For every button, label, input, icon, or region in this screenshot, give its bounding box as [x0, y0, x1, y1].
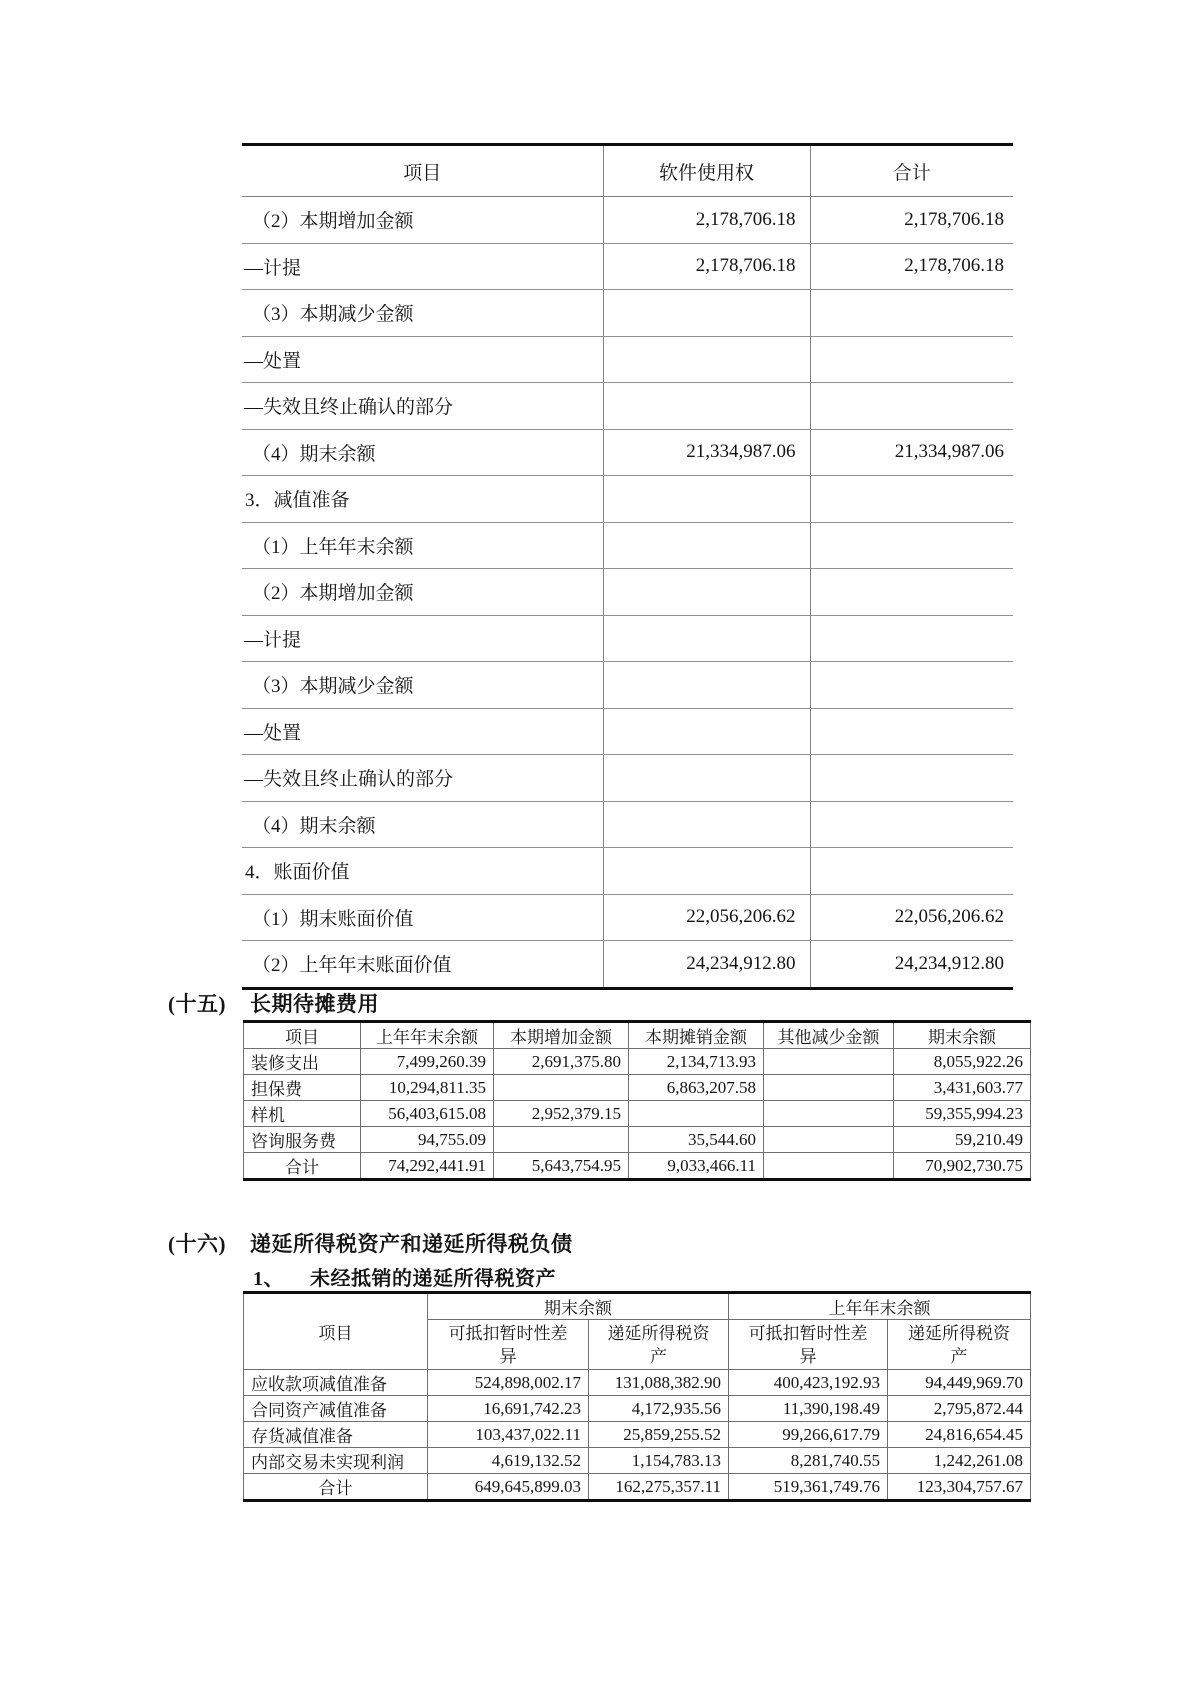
cell-value: 131,088,382.90 [589, 1370, 729, 1396]
cell-value: 24,816,654.45 [888, 1422, 1031, 1448]
column-header-current-increase: 本期增加金额 [494, 1022, 629, 1049]
cell-value [629, 1101, 764, 1127]
row-label: 咨询服务费 [244, 1127, 361, 1153]
table-row [244, 1396, 1031, 1422]
cell-value: 9,033,466.11 [629, 1153, 764, 1180]
cell-value: 4,619,132.52 [428, 1448, 589, 1474]
cell-value [603, 615, 810, 662]
row-label-total: 合计 [244, 1153, 361, 1180]
cell-value: 35,544.60 [629, 1127, 764, 1153]
cell-value: 400,423,192.93 [729, 1370, 888, 1396]
cell-value [810, 476, 1013, 523]
row-label: （4）期末余额 [242, 429, 603, 476]
section-title: 长期待摊费用 [250, 992, 379, 1016]
cell-value [603, 755, 810, 802]
cell-value [764, 1127, 894, 1153]
cell-value [764, 1075, 894, 1101]
column-header-item: 项目 [244, 1022, 361, 1049]
cell-value: 56,403,615.08 [361, 1101, 494, 1127]
cell-value: 8,055,922.26 [894, 1049, 1031, 1075]
cell-value: 162,275,357.11 [589, 1474, 729, 1501]
cell-value: 24,234,912.80 [603, 941, 810, 989]
row-label: 应收款项减值准备 [244, 1370, 428, 1396]
row-label: —计提 [242, 243, 603, 290]
cell-value [603, 848, 810, 895]
cell-value: 24,234,912.80 [894, 952, 1004, 974]
cell-value: 59,355,994.23 [894, 1101, 1031, 1127]
table-row [242, 476, 1013, 523]
table-row [242, 615, 1013, 662]
table-row [242, 522, 1013, 569]
section-number: (十五) [168, 992, 226, 1016]
table-row [244, 1049, 1031, 1075]
cell-value: 25,859,255.52 [589, 1422, 729, 1448]
row-label: （2）上年年末账面价值 [242, 941, 603, 989]
row-label: 装修支出 [244, 1049, 361, 1075]
cell-value [810, 848, 1013, 895]
cell-value [810, 801, 1013, 848]
row-label: 样机 [244, 1101, 361, 1127]
cell-value: 4,172,935.56 [589, 1396, 729, 1422]
subsection-16-1-heading [253, 1262, 556, 1291]
cell-value [810, 755, 1013, 802]
column-header-deductible-differences [729, 1320, 888, 1370]
cell-value [810, 615, 1013, 662]
table-row [242, 801, 1013, 848]
table-row [244, 1422, 1031, 1448]
cell-value: 519,361,749.76 [729, 1474, 888, 1501]
cell-value: 649,645,899.03 [428, 1474, 589, 1501]
cell-value: 70,902,730.75 [894, 1153, 1031, 1180]
cell-value [603, 522, 810, 569]
cell-value: 2,178,706.18 [810, 243, 1013, 290]
cell-value: 22,056,206.62 [810, 894, 1013, 941]
table-row [242, 662, 1013, 709]
cell-value: 7,499,260.39 [361, 1049, 494, 1075]
cell-value [810, 708, 1013, 755]
row-label: （3）本期减少金额 [242, 290, 603, 337]
row-label: （2）本期增加金额 [242, 197, 603, 244]
row-label: —计提 [242, 615, 603, 662]
table-row [242, 941, 1013, 989]
row-label: 担保费 [244, 1075, 361, 1101]
deferred-tax-assets-table [243, 1291, 1031, 1502]
cell-value [603, 383, 810, 430]
cell-value [810, 662, 1013, 709]
table-header-group-row [244, 1293, 1031, 1320]
header-line: 产 [650, 1346, 667, 1366]
row-label: 3．减值准备 [242, 476, 603, 523]
header-line: 可抵扣暂时性差 [748, 1323, 868, 1343]
cell-value [603, 801, 810, 848]
cell-value: 5,643,754.95 [494, 1153, 629, 1180]
table-row [244, 1370, 1031, 1396]
column-header-item: 项目 [242, 145, 603, 197]
section-15-heading [168, 988, 379, 1018]
cell-value [764, 1101, 894, 1127]
cell-value: 74,292,441.91 [361, 1153, 494, 1180]
cell-value: 16,691,742.23 [428, 1396, 589, 1422]
column-group-closing-balance: 期末余额 [428, 1293, 729, 1320]
table-header-row [242, 145, 1013, 197]
column-header-closing-balance: 期末余额 [894, 1022, 1031, 1049]
cell-value: 123,304,757.67 [888, 1474, 1031, 1501]
row-label: —失效且终止确认的部分 [242, 383, 603, 430]
table-row [242, 197, 1013, 244]
cell-value [494, 1075, 629, 1101]
cell-value: 11,390,198.49 [729, 1396, 888, 1422]
column-header-total: 合计 [810, 145, 1013, 197]
row-label: —处置 [242, 336, 603, 383]
cell-value: 21,334,987.06 [810, 429, 1013, 476]
table-row [242, 243, 1013, 290]
table-row [242, 569, 1013, 616]
row-label-total: 合计 [244, 1474, 428, 1501]
cell-value: 99,266,617.79 [729, 1422, 888, 1448]
cell-value [603, 569, 810, 616]
cell-value [810, 569, 1013, 616]
column-header-deferred-tax-asset [888, 1320, 1031, 1370]
cell-value: 2,691,375.80 [494, 1049, 629, 1075]
section-number: (十六) [168, 1232, 226, 1256]
row-label: （1）上年年末余额 [242, 522, 603, 569]
cell-value: 2,178,706.18 [603, 197, 810, 244]
intangible-assets-continued-table [242, 143, 1013, 990]
table-row-total [244, 1474, 1031, 1501]
cell-value: 3,431,603.77 [894, 1075, 1031, 1101]
row-label: 4．账面价值 [242, 848, 603, 895]
cell-value: 94,449,969.70 [888, 1370, 1031, 1396]
cell-value [603, 336, 810, 383]
row-label: （2）本期增加金额 [242, 569, 603, 616]
row-label: —失效且终止确认的部分 [242, 755, 603, 802]
row-label: 合同资产减值准备 [244, 1396, 428, 1422]
cell-value [810, 290, 1013, 337]
header-line: 异 [799, 1346, 817, 1366]
cell-value: 2,795,872.44 [888, 1396, 1031, 1422]
table-header-row [244, 1022, 1031, 1049]
column-header-software-rights: 软件使用权 [603, 145, 810, 197]
row-label: （3）本期减少金额 [242, 662, 603, 709]
cell-value: 94,755.09 [361, 1127, 494, 1153]
cell-value [603, 476, 810, 523]
table-row [244, 1448, 1031, 1474]
cell-value: 10,294,811.35 [361, 1075, 494, 1101]
cell-value [603, 662, 810, 709]
table-row-total [244, 1153, 1031, 1180]
table-row [242, 383, 1013, 430]
cell-value [494, 1127, 629, 1153]
cell-value [603, 290, 810, 337]
row-label: 存货减值准备 [244, 1422, 428, 1448]
cell-value [764, 1049, 894, 1075]
cell-value [810, 522, 1013, 569]
table-row [242, 708, 1013, 755]
header-line: 异 [499, 1346, 517, 1366]
subsection-title: 未经抵销的递延所得税资产 [310, 1268, 556, 1290]
column-header-other-decrease: 其他减少金额 [764, 1022, 894, 1049]
section-16-heading [168, 1228, 573, 1258]
header-line: 可抵扣暂时性差 [448, 1323, 568, 1343]
table-row [242, 848, 1013, 895]
table-row [242, 894, 1013, 941]
column-header-current-amortization: 本期摊销金额 [629, 1022, 764, 1049]
header-line: 产 [950, 1346, 968, 1366]
cell-value: 8,281,740.55 [729, 1448, 888, 1474]
column-group-opening-balance: 上年年末余额 [729, 1293, 1031, 1320]
cell-value: 524,898,002.17 [428, 1370, 589, 1396]
cell-value [603, 708, 810, 755]
table-row [242, 290, 1013, 337]
cell-value: 1,154,783.13 [589, 1448, 729, 1474]
cell-value: 103,437,022.11 [428, 1422, 589, 1448]
cell-value [810, 383, 1013, 430]
cell-value [764, 1153, 894, 1180]
header-line: 递延所得税资 [607, 1323, 710, 1343]
table-row [242, 755, 1013, 802]
row-label: 内部交易未实现利润 [244, 1448, 428, 1474]
subsection-number: 1、 [253, 1268, 284, 1290]
table-row [244, 1127, 1031, 1153]
row-label: （4）期末余额 [242, 801, 603, 848]
cell-value: 21,334,987.06 [603, 429, 810, 476]
cell-value: 2,178,706.18 [603, 243, 810, 290]
section-title: 递延所得税资产和递延所得税负债 [250, 1232, 573, 1256]
table-row [242, 336, 1013, 383]
cell-value: 6,863,207.58 [629, 1075, 764, 1101]
row-label: —处置 [242, 708, 603, 755]
cell-value: 59,210.49 [894, 1127, 1031, 1153]
table-row [244, 1075, 1031, 1101]
cell-value [810, 336, 1013, 383]
long-term-deferred-expenses-table [243, 1020, 1031, 1181]
table-row [244, 1101, 1031, 1127]
cell-value: 1,242,261.08 [888, 1448, 1031, 1474]
column-header-item: 项目 [244, 1293, 428, 1370]
row-label: （1）期末账面价值 [242, 894, 603, 941]
column-header-opening-balance: 上年年末余额 [361, 1022, 494, 1049]
cell-value: 2,134,713.93 [629, 1049, 764, 1075]
cell-value: 2,178,706.18 [810, 197, 1013, 244]
cell-value: 2,952,379.15 [494, 1101, 629, 1127]
cell-value: 22,056,206.62 [603, 894, 810, 941]
column-header-deductible-differences [428, 1320, 589, 1370]
header-line: 递延所得税资 [908, 1323, 1010, 1343]
column-header-deferred-tax-asset [589, 1320, 729, 1370]
table-row [242, 429, 1013, 476]
